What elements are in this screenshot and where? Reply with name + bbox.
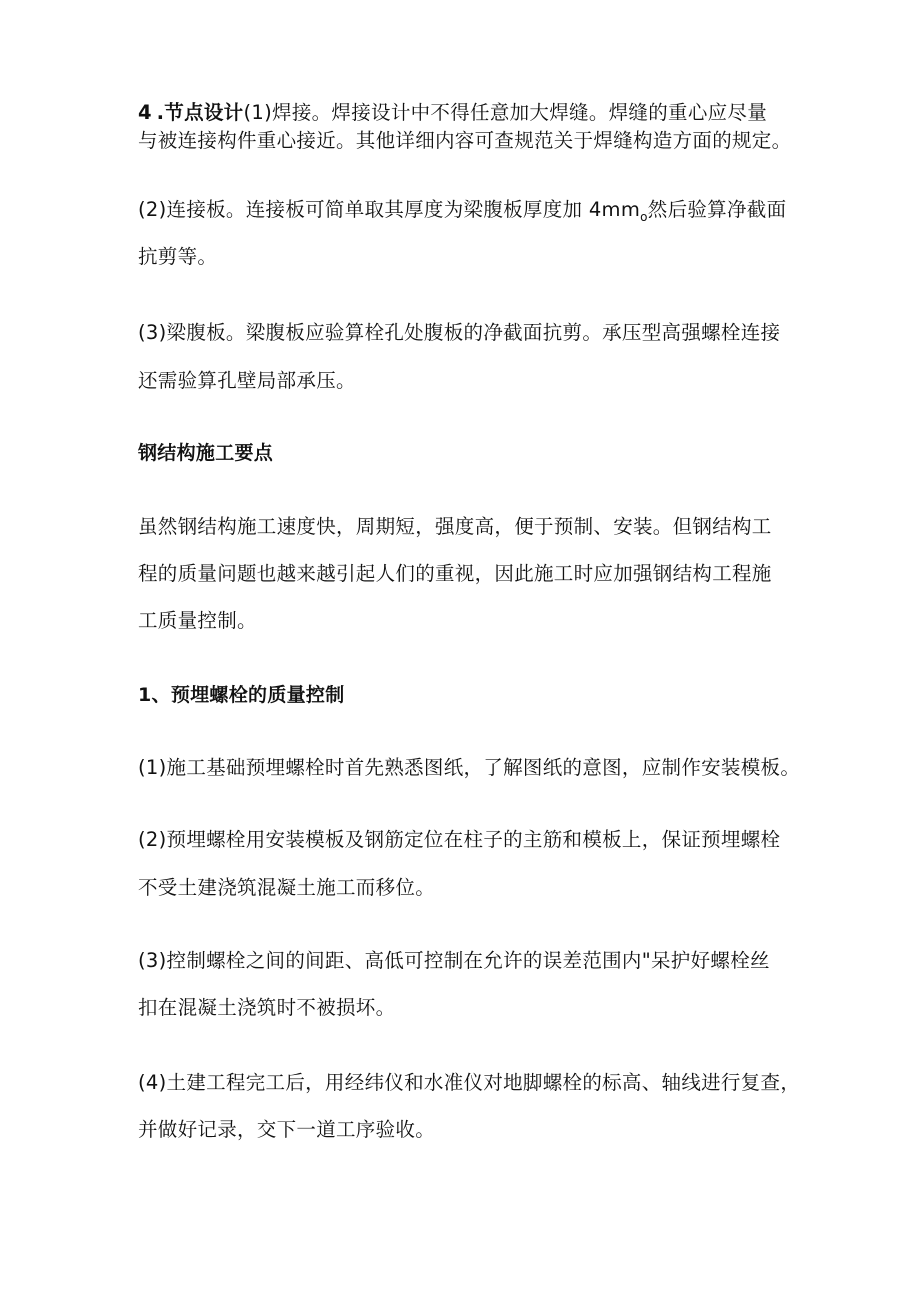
paragraph-text: (1)焊接。焊接设计中不得任意加大焊缝。焊缝的重心应尽量: [243, 101, 768, 124]
paragraph-web-plate-line-2: 还需验算孔壁局部承压。: [138, 369, 356, 392]
section-number: 4: [138, 101, 157, 124]
paragraph-item-3-line-2: 扣在混凝土浇筑时不被损坏。: [138, 996, 396, 1019]
paragraph-connection-plate-line-2: 抗剪等。: [138, 245, 218, 268]
paragraph-item-2-line-2: 不受土建浇筑混凝土施工而移位。: [138, 876, 436, 899]
heading-embedded-bolts: 1、预埋螺栓的质量控制: [138, 684, 345, 706]
paragraph-intro-line-1: 虽然钢结构施工速度快，周期短，强度高，便于预制、安装。但钢结构工: [138, 515, 772, 538]
paragraph-text: (2)连接板。连接板可简单取其厚度为梁腹板厚度加 4mm: [138, 198, 641, 221]
paragraph-item-4-line-2: 并做好记录，交下一道工序验收。: [138, 1118, 436, 1141]
paragraph-web-plate-line-1: (3)梁腹板。梁腹板应验算栓孔处腹板的净截面抗剪。承压型高强螺栓连接: [138, 321, 781, 344]
paragraph-intro-line-3: 工质量控制。: [138, 609, 257, 632]
paragraph-item-1-line-1: (1)施工基础预埋螺栓时首先熟悉图纸，了解图纸的意图，应制作安装模板。: [138, 756, 801, 779]
paragraph-node-design-line-2: 与被连接构件重心接近。其他详细内容可查规范关于焊缝构造方面的规定。: [138, 129, 792, 152]
paragraph-connection-plate-line-1: [138, 198, 786, 229]
paragraph-intro-line-2: 程的质量问题也越来越引起人们的重视，因此施工时应加强钢结构工程施: [138, 562, 772, 585]
subscript-mark: o: [640, 210, 648, 224]
section-title-node-design: .节点设计: [156, 101, 244, 124]
paragraph-text: 然后验算净截面: [647, 198, 787, 221]
paragraph-item-4-line-1: (4)土建工程完工后，用经纬仪和水准仪对地脚螺栓的标高、轴线进行复查，: [138, 1071, 801, 1094]
paragraph-node-design-line-1: [138, 101, 767, 125]
paragraph-item-2-line-1: (2)预埋螺栓用安装模板及钢筋定位在柱子的主筋和模板上，保证预埋螺栓: [138, 828, 781, 851]
paragraph-item-3-line-1: (3)控制螺栓之间的间距、高低可控制在允许的误差范围内"呆护好螺栓丝: [138, 949, 770, 972]
heading-steel-construction: 钢结构施工要点: [138, 442, 274, 464]
